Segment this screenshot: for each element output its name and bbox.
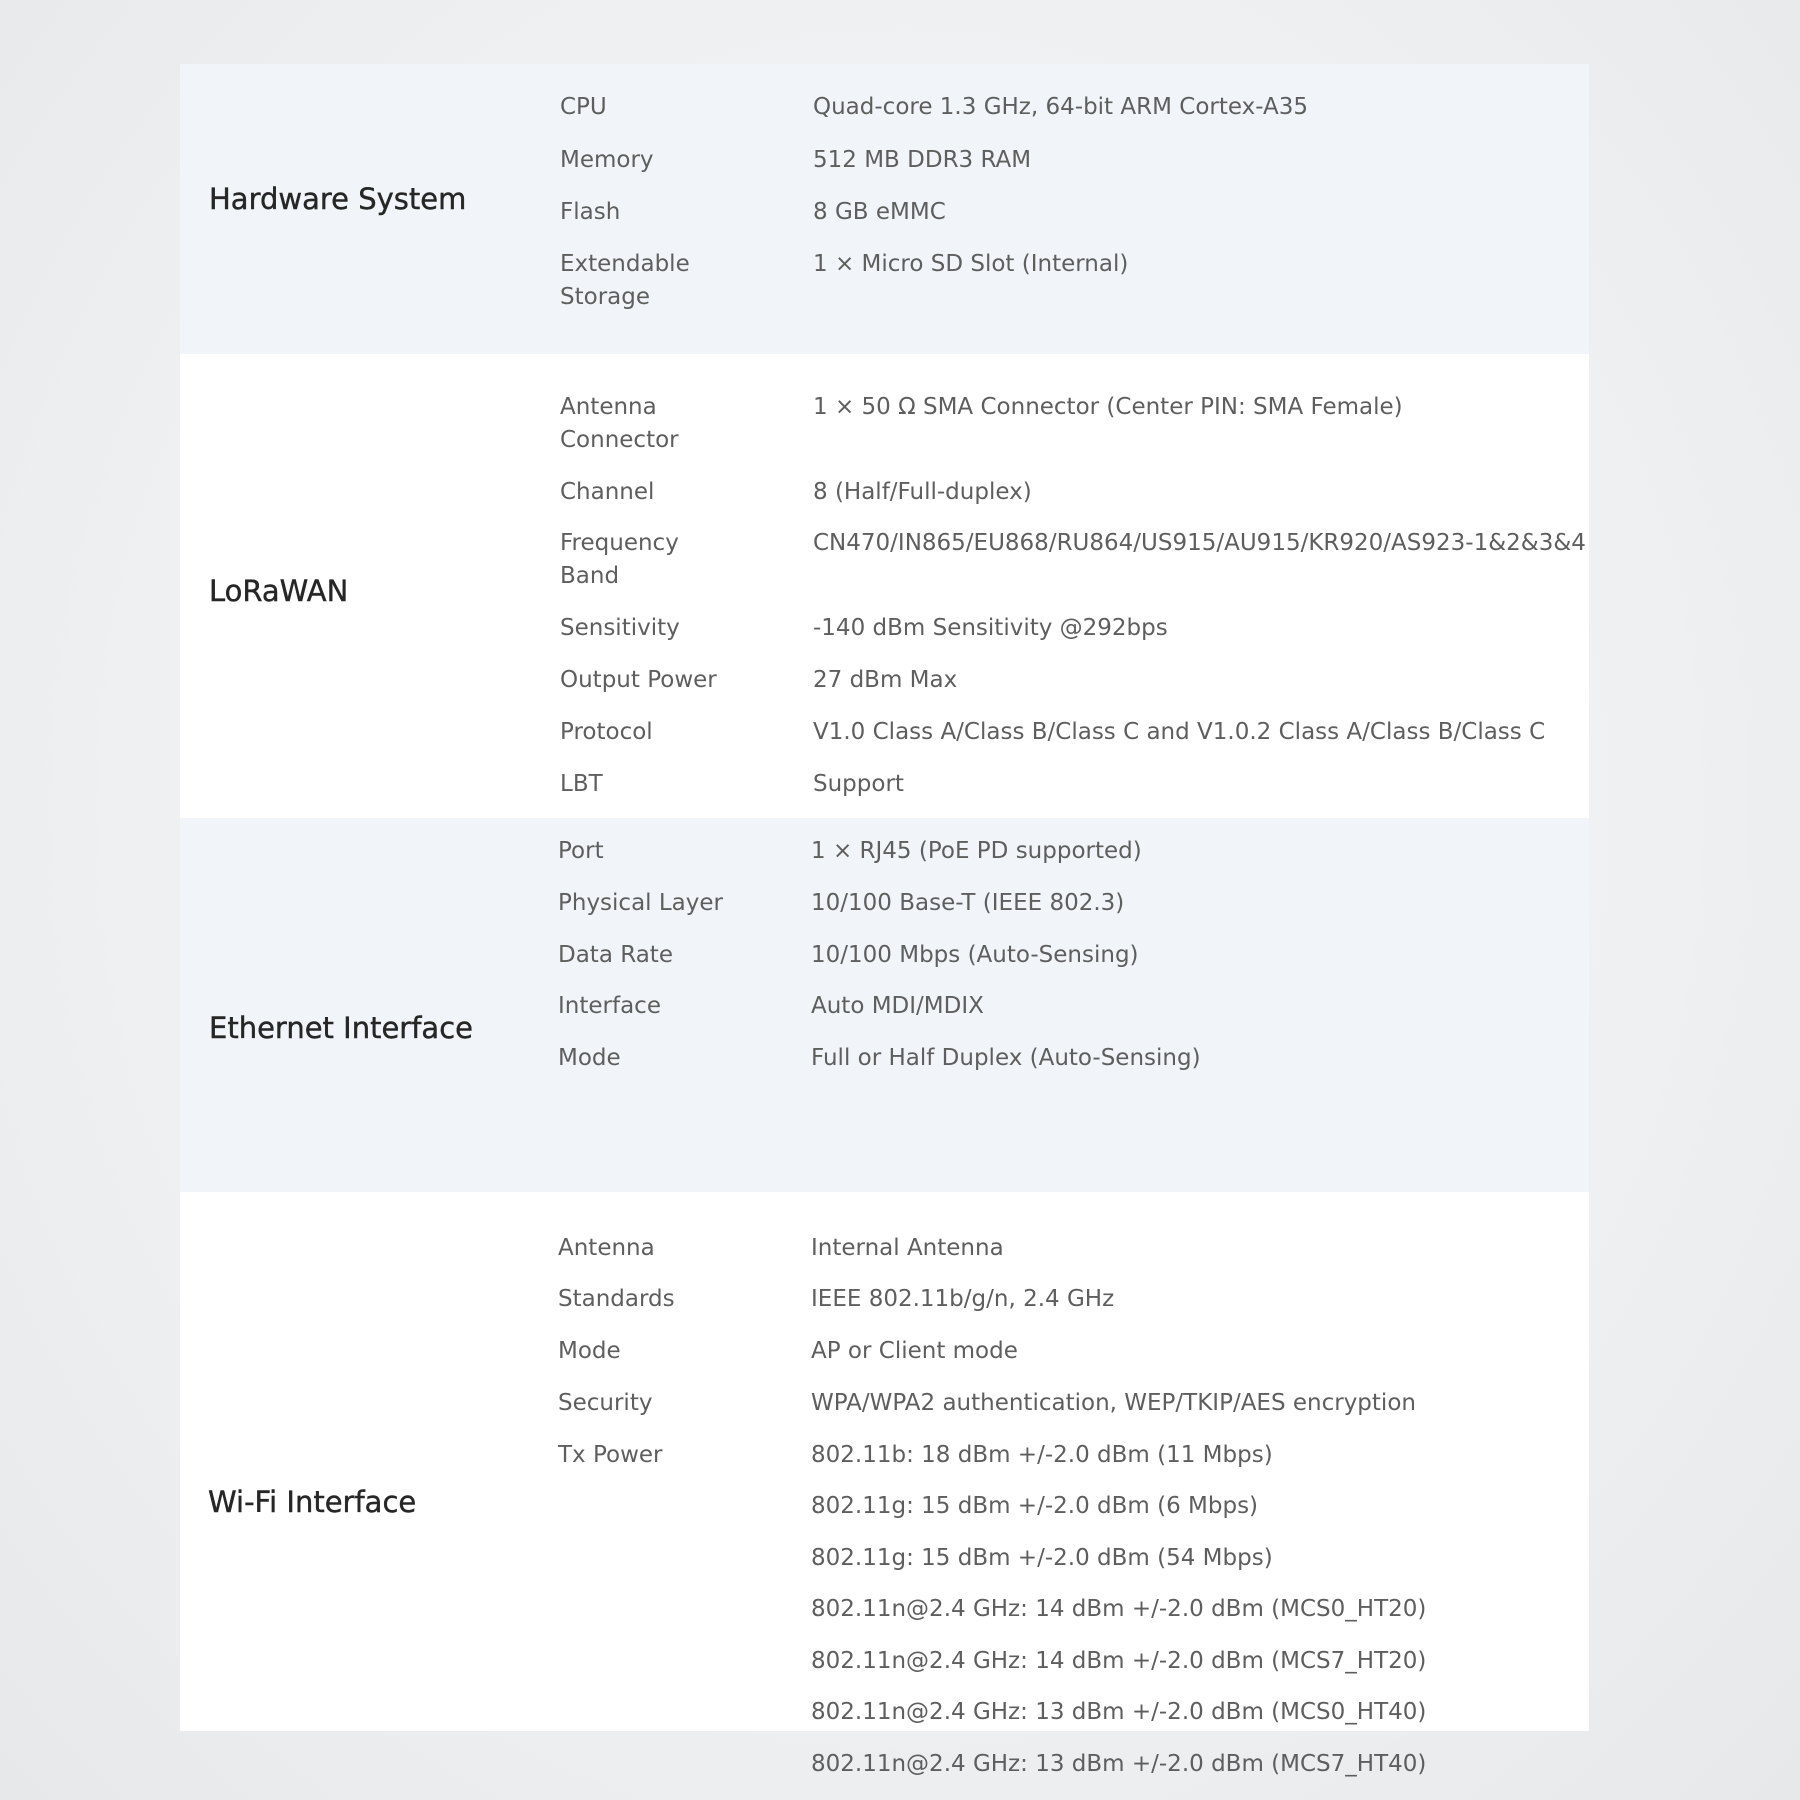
spec-value: 1 × 50 Ω SMA Connector (Center PIN: SMA Female) [813,394,1403,420]
spec-value: 8 GB eMMC [813,199,946,225]
spec-value: 1 × RJ45 (PoE PD supported) [811,838,1142,864]
spec-label: Physical Layer [558,890,723,916]
spec-label: Data Rate [558,942,673,968]
spec-value: 27 dBm Max [813,667,958,693]
spec-label: Output Power [560,667,717,693]
spec-label: Channel [560,479,655,505]
section-hardware-system [180,64,1589,354]
spec-label: Mode [558,1045,621,1071]
section-ethernet-interface [180,818,1589,1192]
spec-value: 802.11n@2.4 GHz: 14 dBm +/-2.0 dBm (MCS7_HT20) [811,1648,1427,1674]
section-title: Ethernet Interface [209,1011,473,1045]
spec-value: 802.11g: 15 dBm +/-2.0 dBm (6 Mbps) [811,1493,1259,1519]
section-title: Hardware System [209,182,467,216]
spec-value: Support [813,771,904,797]
spec-value: AP or Client mode [811,1338,1018,1364]
spec-value: WPA/WPA2 authentication, WEP/TKIP/AES encryption [811,1390,1416,1416]
spec-value: CN470/IN865/EU868/RU864/US915/AU915/KR920/AS923-1&2&3&4 [813,530,1586,556]
spec-value: V1.0 Class A/Class B/Class C and V1.0.2 Class A/Class B/Class C [813,719,1546,745]
spec-value: 10/100 Mbps (Auto-Sensing) [811,942,1139,968]
spec-label: Mode [558,1338,621,1364]
spec-value: Internal Antenna [811,1235,1004,1261]
spec-table [180,64,1589,1777]
spec-label: Sensitivity [560,615,680,641]
spec-label: Security [558,1390,653,1416]
spec-value: -140 dBm Sensitivity @292bps [813,615,1168,641]
spec-label: Antenna [558,1235,655,1261]
spec-value: 8 (Half/Full-duplex) [813,479,1032,505]
spec-label: CPU [560,94,607,120]
spec-label: Port [558,838,604,864]
section-title: Wi-Fi Interface [208,1485,417,1519]
spec-value: 1 × Micro SD Slot (Internal) [813,251,1129,277]
spec-label: Tx Power [558,1442,663,1468]
section-wifi-interface [180,1192,1589,1777]
spec-label: Frequency Band [560,530,679,589]
spec-value: 802.11n@2.4 GHz: 13 dBm +/-2.0 dBm (MCS0_HT40) [811,1699,1427,1725]
spec-value: IEEE 802.11b/g/n, 2.4 GHz [811,1286,1115,1312]
spec-value: 802.11n@2.4 GHz: 13 dBm +/-2.0 dBm (MCS7_HT40) [811,1751,1427,1777]
spec-label: Antenna Connector [560,394,679,453]
spec-value: 10/100 Base-T (IEEE 802.3) [811,890,1125,916]
spec-value: 512 MB DDR3 RAM [813,147,1032,173]
spec-value: 802.11g: 15 dBm +/-2.0 dBm (54 Mbps) [811,1545,1273,1571]
spec-label: Interface [558,993,661,1019]
spec-value: 802.11b: 18 dBm +/-2.0 dBm (11 Mbps) [811,1442,1273,1468]
spec-value: Full or Half Duplex (Auto-Sensing) [811,1045,1201,1071]
section-lorawan [180,354,1589,818]
spec-label: LBT [560,771,603,797]
spec-value: 802.11n@2.4 GHz: 14 dBm +/-2.0 dBm (MCS0_HT20) [811,1596,1427,1622]
section-title: LoRaWAN [209,574,349,608]
spec-value: Quad-core 1.3 GHz, 64-bit ARM Cortex-A35 [813,94,1309,120]
spec-label: Memory [560,147,654,173]
spec-label: Flash [560,199,621,225]
spec-label: Standards [558,1286,675,1312]
spec-label: Extendable Storage [560,251,690,310]
spec-label: Protocol [560,719,653,745]
spec-value: Auto MDI/MDIX [811,993,984,1019]
